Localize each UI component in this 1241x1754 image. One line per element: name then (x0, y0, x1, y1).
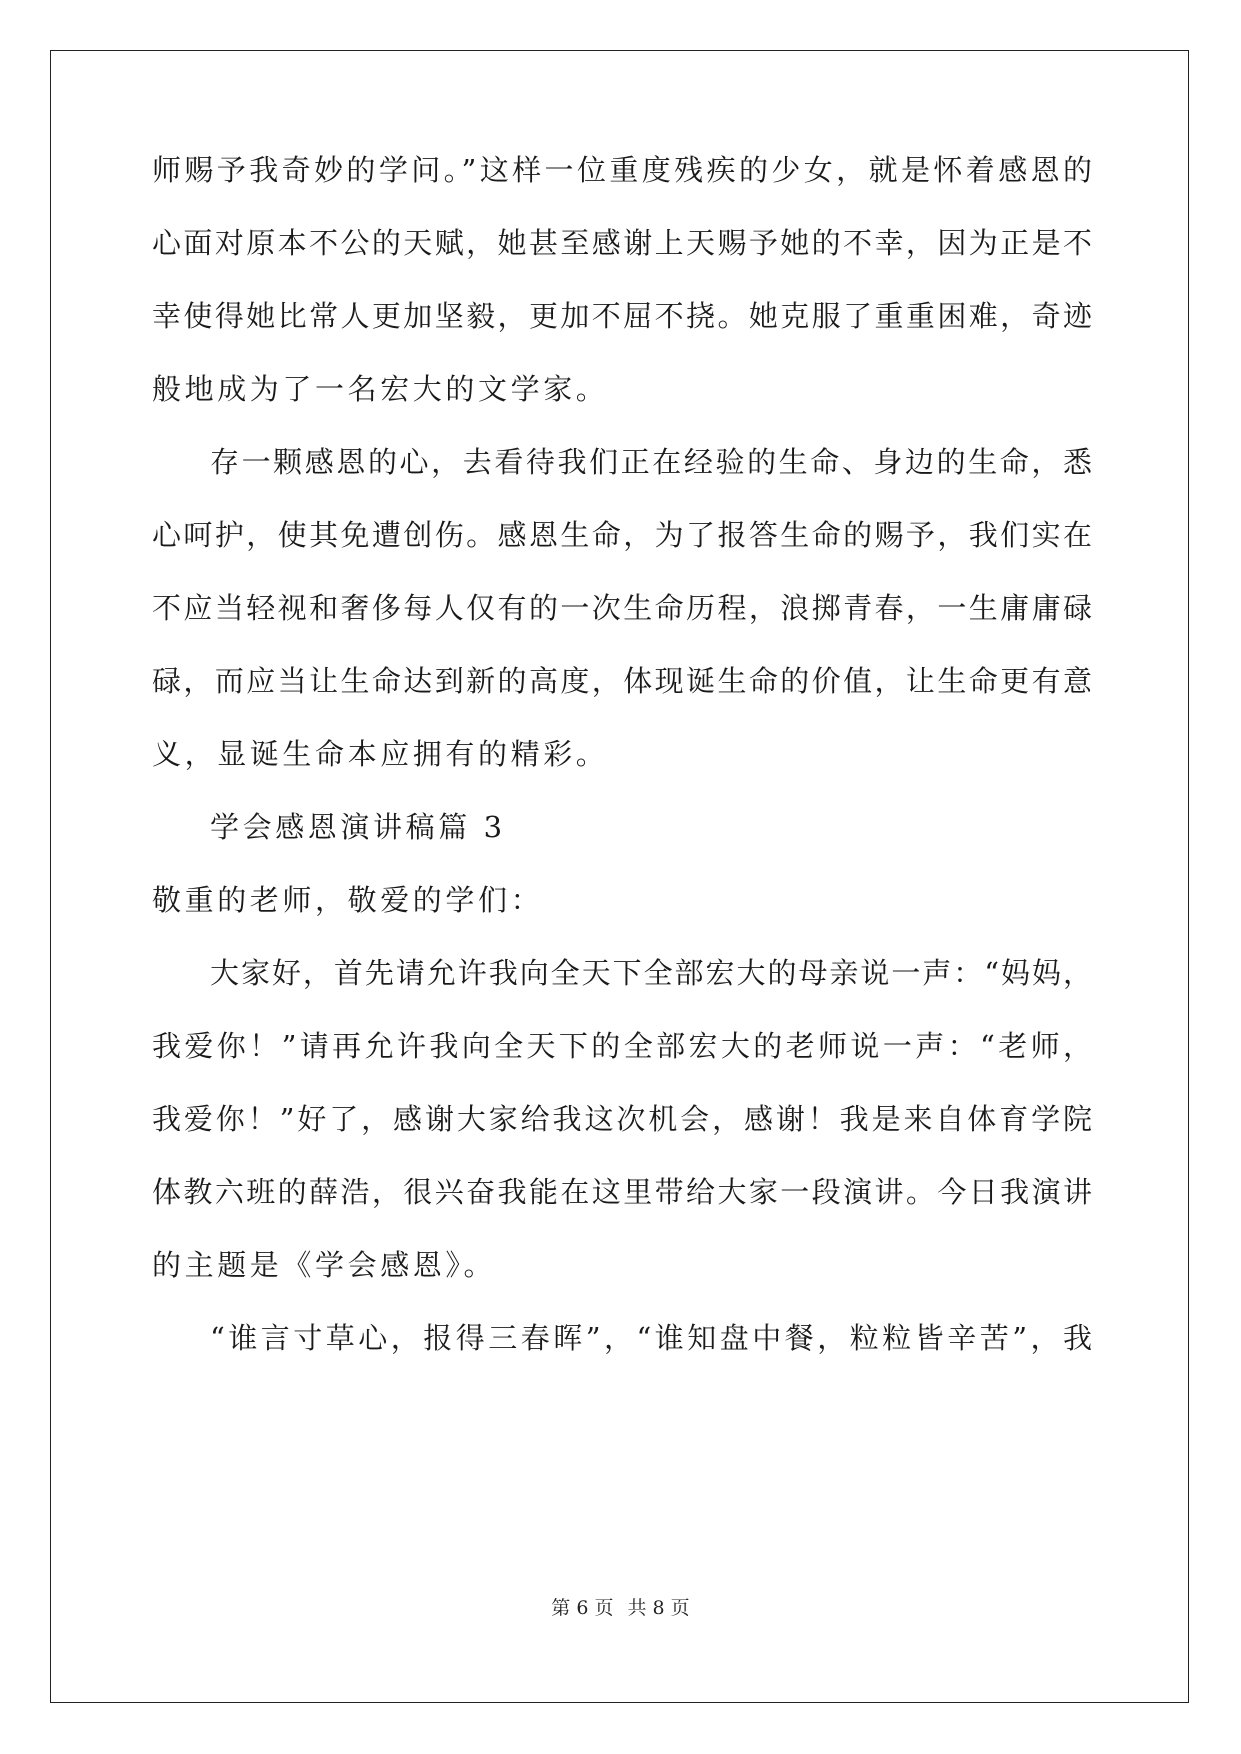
text-line: 我爱你！”请再允许我向全天下的全部宏大的老师说一声：“老师， (152, 1029, 1092, 1063)
section-heading: 学会感恩演讲稿篇 3 (210, 810, 506, 844)
salutation-line: 敬重的老师，敬爱的学们： (152, 883, 544, 917)
text-line: 不应当轻视和奢侈每人仅有的一次生命历程，浪掷青春，一生庸庸碌 (152, 591, 1092, 625)
text-line: 师赐予我奇妙的学问。”这样一位重度残疾的少女，就是怀着感恩的 (152, 153, 1092, 187)
text-line: 心面对原本不公的天赋，她甚至感谢上天赐予她的不幸，因为正是不 (152, 226, 1092, 260)
page-number: 第 6 页 (551, 1597, 614, 1619)
paragraph-start-line: 存一颗感恩的心，去看待我们正在经验的生命、身边的生命，悉 (210, 445, 1092, 479)
text-line: 般地成为了一名宏大的文学家。 (152, 372, 609, 406)
paragraph-start-line: 大家好，首先请允许我向全天下全部宏大的母亲说一声：“妈妈， (210, 956, 1092, 990)
paragraph-start-line: “谁言寸草心，报得三春晖”，“谁知盘中餐，粒粒皆辛苦”，我 (210, 1321, 1092, 1355)
text-line: 的主题是《学会感恩》。 (152, 1248, 497, 1282)
page-footer (0, 1596, 1241, 1620)
page-total: 共 8 页 (627, 1597, 690, 1619)
text-line: 体教六班的薛浩，很兴奋我能在这里带给大家一段演讲。今日我演讲 (152, 1175, 1092, 1209)
text-line: 义，显诞生命本应拥有的精彩。 (152, 737, 609, 771)
text-line: 心呵护，使其免遭创伤。感恩生命，为了报答生命的赐予，我们实在 (152, 518, 1092, 552)
text-line: 幸使得她比常人更加坚毅，更加不屈不挠。她克服了重重困难，奇迹 (152, 299, 1092, 333)
text-line: 碌，而应当让生命达到新的高度，体现诞生命的价值，让生命更有意 (152, 664, 1092, 698)
text-line: 我爱你！”好了，感谢大家给我这次机会，感谢！我是来自体育学院 (152, 1102, 1092, 1136)
